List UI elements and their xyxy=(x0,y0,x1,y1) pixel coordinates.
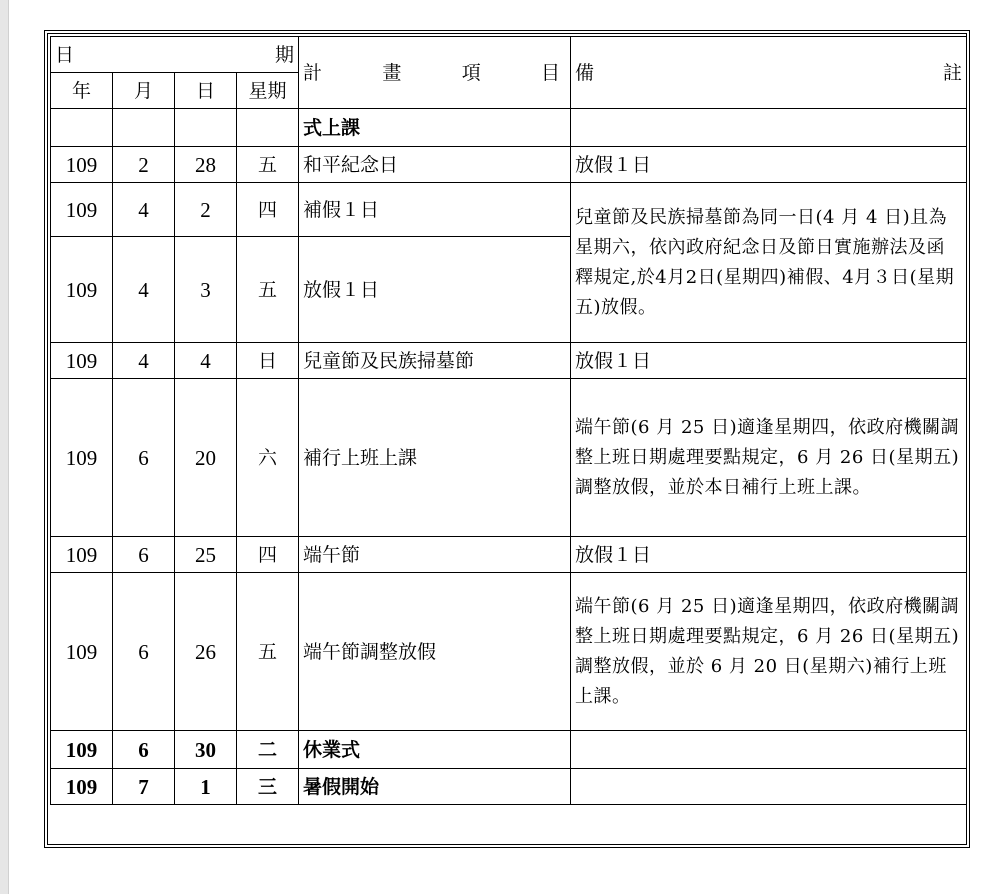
item-cell: 端午節調整放假 xyxy=(299,573,571,731)
remark-header xyxy=(571,37,967,109)
day-cell: 26 xyxy=(175,573,237,731)
month-cell: 4 xyxy=(113,237,175,343)
schedule-table xyxy=(50,36,967,805)
item-cell: 放假１日 xyxy=(299,237,571,343)
weekday-cell: 四 xyxy=(237,183,299,237)
year-cell: 109 xyxy=(51,537,113,573)
item-cell: 和平紀念日 xyxy=(299,147,571,183)
day-header: 日 xyxy=(175,73,237,109)
table-row xyxy=(51,537,967,573)
year-cell: 109 xyxy=(51,147,113,183)
note-cell: 兒童節及民族掃墓節為同一日(4 月 4 日)且為星期六，依內政府紀念日及節日實施辦法及函釋規定,於4月2日(星期四)補假、4月３日(星期五)放假。 xyxy=(571,183,967,343)
year-cell: 109 xyxy=(51,183,113,237)
year-cell: 109 xyxy=(51,343,113,379)
plan-header-char: 畫 xyxy=(382,61,402,84)
remark-header-char: 註 xyxy=(943,61,963,84)
weekday-header: 星期 xyxy=(237,73,299,109)
month-cell: 6 xyxy=(113,573,175,731)
month-cell: 7 xyxy=(113,769,175,805)
month-cell: 6 xyxy=(113,537,175,573)
item-cell: 式上課 xyxy=(299,109,571,147)
item-cell: 端午節 xyxy=(299,537,571,573)
plan-header-char: 目 xyxy=(541,61,561,84)
note-cell: 端午節(6 月 25 日)適逢星期四，依政府機關調整上班日期處理要點規定，6 月 26 日(星期五)調整放假，並於本日補行上班上課。 xyxy=(571,379,967,537)
month-cell: 6 xyxy=(113,379,175,537)
weekday-cell: 五 xyxy=(237,573,299,731)
page-left-edge xyxy=(0,0,9,894)
day-cell: 25 xyxy=(175,537,237,573)
year-cell: 109 xyxy=(51,237,113,343)
weekday-cell: 三 xyxy=(237,769,299,805)
table-row xyxy=(51,109,967,147)
item-cell: 暑假開始 xyxy=(299,769,571,805)
item-cell: 補行上班上課 xyxy=(299,379,571,537)
table-row xyxy=(51,379,967,537)
day-cell xyxy=(175,109,237,147)
item-cell: 兒童節及民族掃墓節 xyxy=(299,343,571,379)
date-header-right: 期 xyxy=(275,43,295,66)
note-cell: 放假１日 xyxy=(571,147,967,183)
note-cell xyxy=(571,769,967,805)
day-cell: 1 xyxy=(175,769,237,805)
day-cell: 2 xyxy=(175,183,237,237)
year-header: 年 xyxy=(51,73,113,109)
year-cell: 109 xyxy=(51,379,113,537)
note-cell: 放假１日 xyxy=(571,343,967,379)
table-row xyxy=(51,183,967,237)
month-cell: 6 xyxy=(113,731,175,769)
day-cell: 30 xyxy=(175,731,237,769)
item-cell: 休業式 xyxy=(299,731,571,769)
weekday-cell: 五 xyxy=(237,237,299,343)
note-cell xyxy=(571,731,967,769)
year-cell: 109 xyxy=(51,769,113,805)
month-cell: 4 xyxy=(113,183,175,237)
weekday-cell: 五 xyxy=(237,147,299,183)
weekday-cell xyxy=(237,109,299,147)
table-row xyxy=(51,573,967,731)
date-header-left: 日 xyxy=(55,43,75,66)
year-cell xyxy=(51,109,113,147)
month-cell: 4 xyxy=(113,343,175,379)
header-row-1 xyxy=(51,37,967,73)
table-row xyxy=(51,343,967,379)
plan-header-char: 計 xyxy=(303,61,323,84)
year-cell: 109 xyxy=(51,731,113,769)
table-row xyxy=(51,147,967,183)
note-cell xyxy=(571,109,967,147)
month-header: 月 xyxy=(113,73,175,109)
month-cell xyxy=(113,109,175,147)
date-header xyxy=(51,37,299,73)
weekday-cell: 四 xyxy=(237,537,299,573)
plan-header xyxy=(299,37,571,109)
remark-header-char: 備 xyxy=(575,61,595,84)
plan-header-char: 項 xyxy=(461,61,481,84)
note-cell: 放假１日 xyxy=(571,537,967,573)
note-cell: 端午節(6 月 25 日)適逢星期四，依政府機關調整上班日期處理要點規定，6 月 26 日(星期五)調整放假，並於 6 月 20 日(星期六)補行上班上課。 xyxy=(571,573,967,731)
weekday-cell: 日 xyxy=(237,343,299,379)
item-cell: 補假１日 xyxy=(299,183,571,237)
day-cell: 28 xyxy=(175,147,237,183)
year-cell: 109 xyxy=(51,573,113,731)
schedule-table-frame xyxy=(44,30,970,848)
day-cell: 20 xyxy=(175,379,237,537)
month-cell: 2 xyxy=(113,147,175,183)
weekday-cell: 二 xyxy=(237,731,299,769)
table-row xyxy=(51,731,967,769)
day-cell: 4 xyxy=(175,343,237,379)
day-cell: 3 xyxy=(175,237,237,343)
table-row xyxy=(51,769,967,805)
weekday-cell: 六 xyxy=(237,379,299,537)
